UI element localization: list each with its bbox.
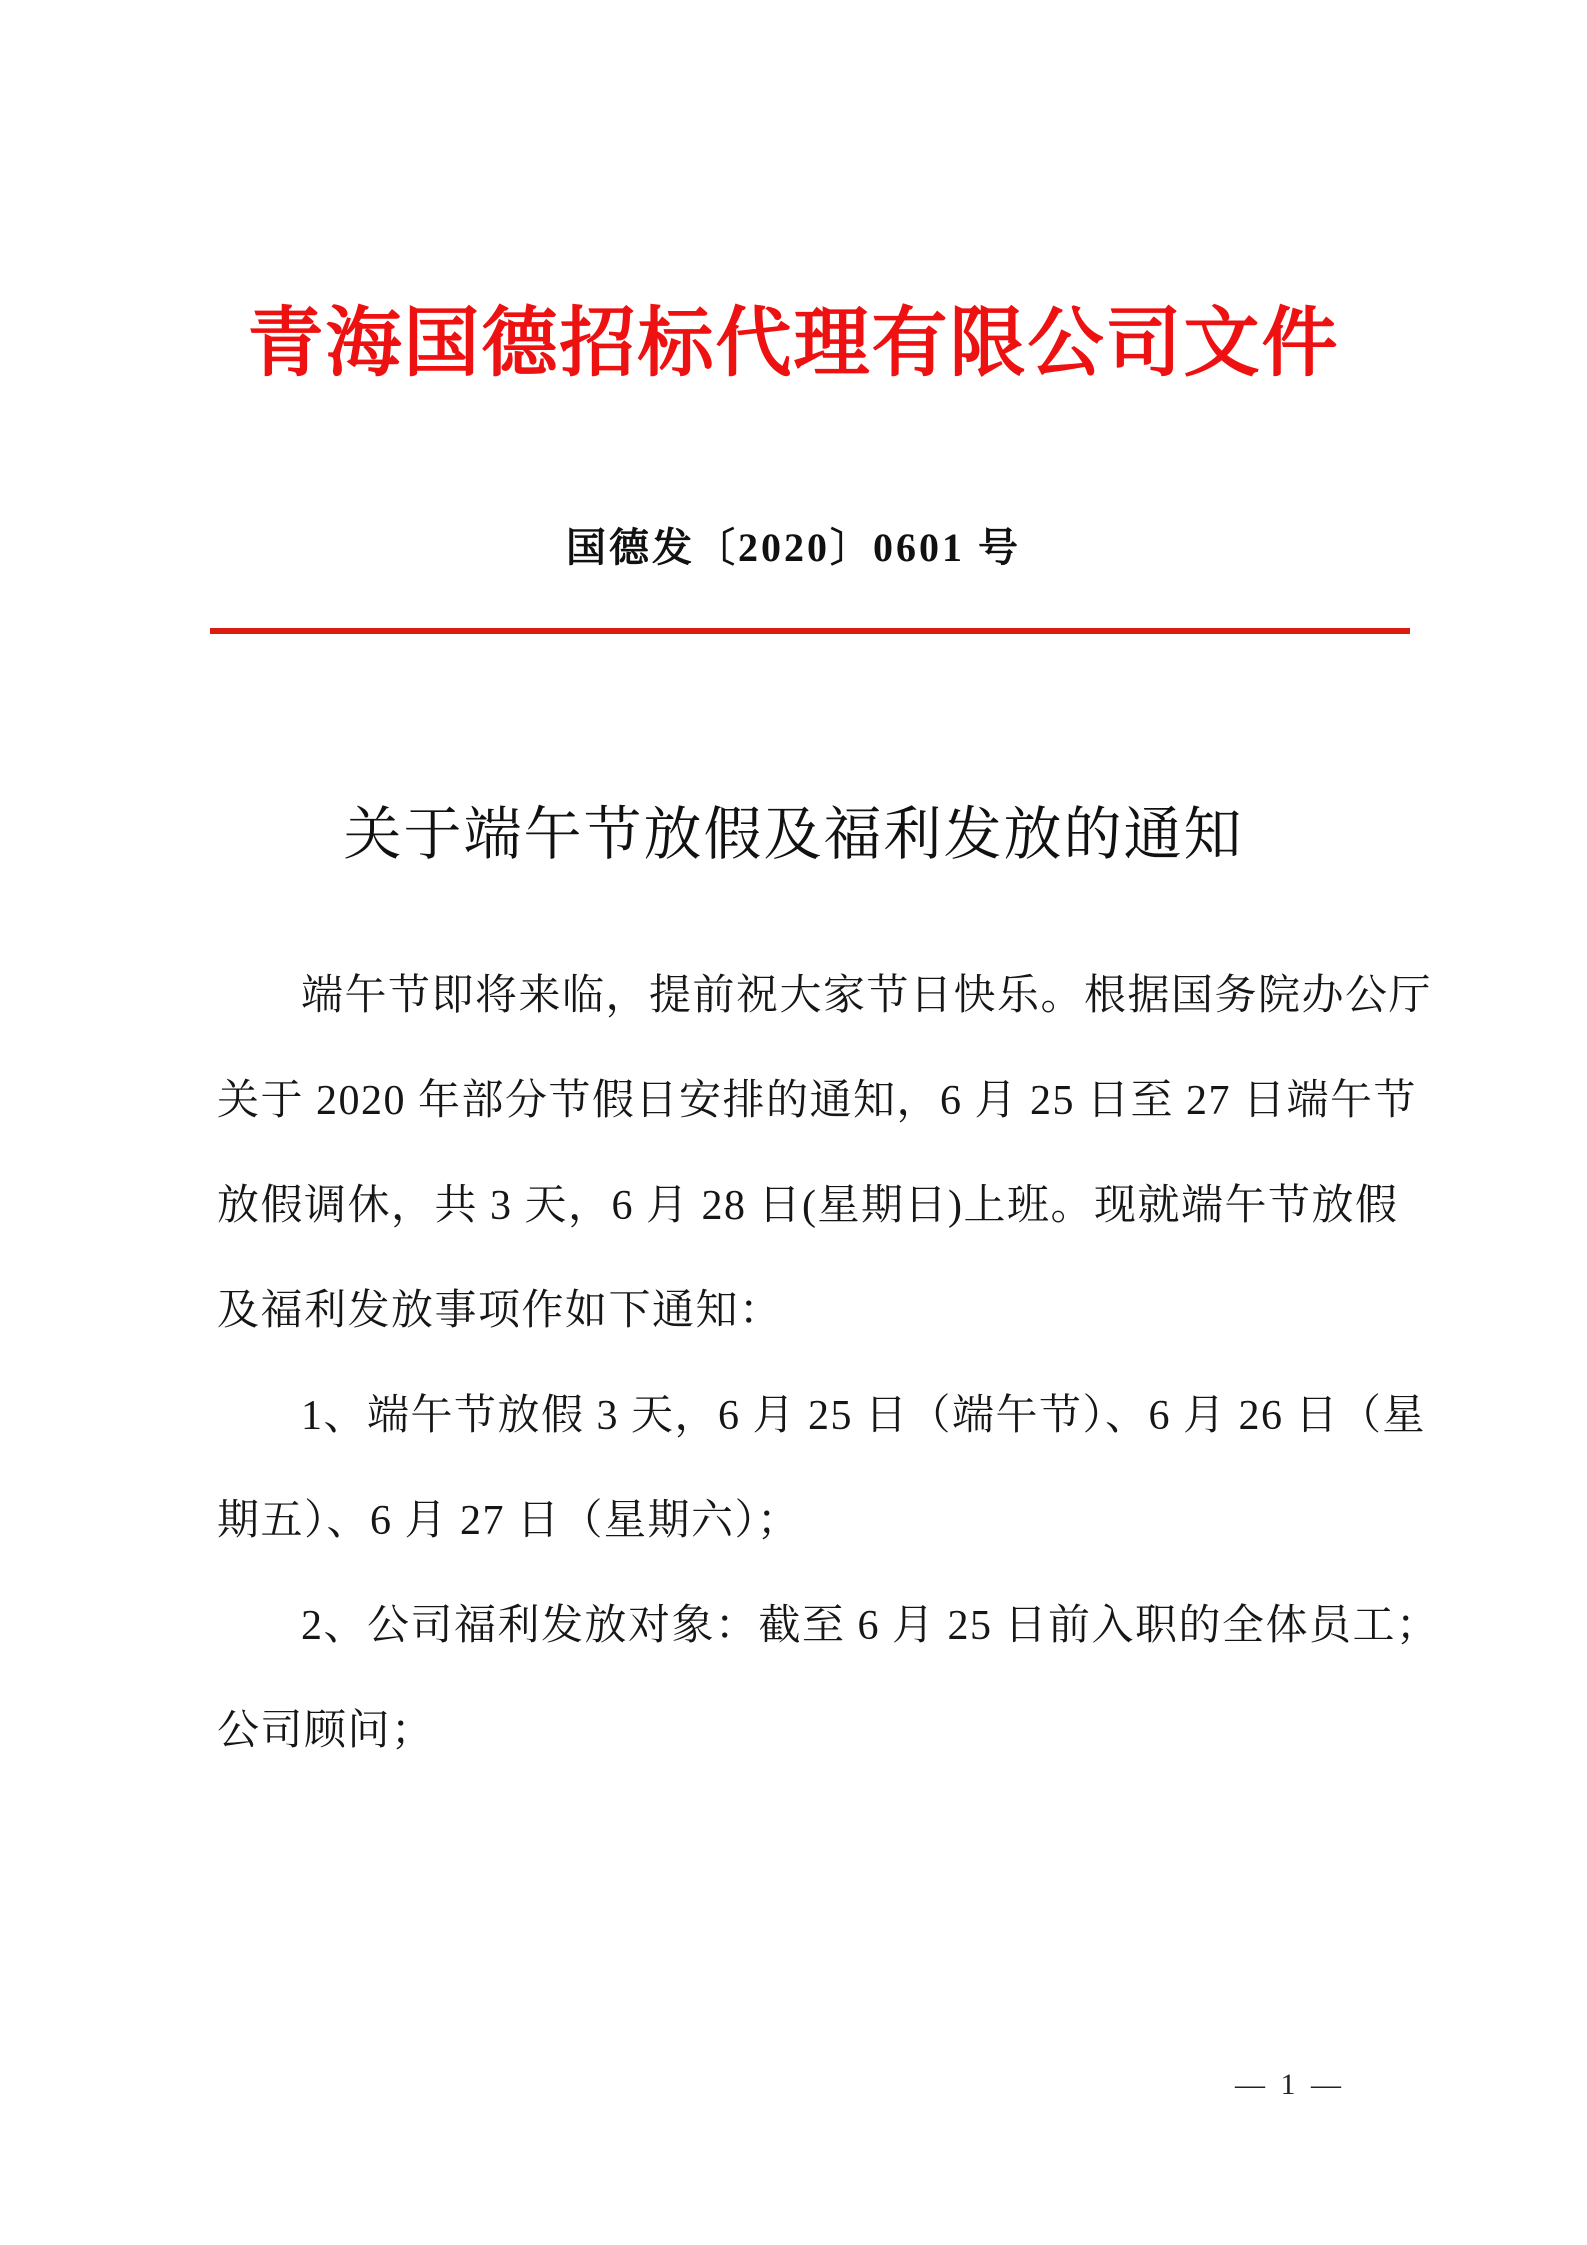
body-line-2: 关于 2020 年部分节假日安排的通知，6 月 25 日至 27 日端午节 xyxy=(217,1078,1418,1124)
doc-number: 国德发〔2020〕0601 号 xyxy=(566,525,1021,570)
document-title: 关于端午节放假及福利发放的通知 xyxy=(343,802,1244,867)
body-line-6: 期五）、6 月 27 日（星期六）； xyxy=(217,1498,801,1544)
body-line-3: 放假调休，共 3 天，6 月 28 日(星期日)上班。现就端午节放假 xyxy=(217,1183,1399,1229)
letterhead-title: 青海国德招标代理有限公司文件 xyxy=(247,302,1340,386)
body-line-7: 2、公司福利发放对象：截至 6 月 25 日前入职的全体员工； xyxy=(301,1603,1440,1649)
document-body xyxy=(217,944,1440,1784)
red-divider-line xyxy=(210,628,1410,634)
body-line-1: 端午节即将来临，提前祝大家节日快乐。根据国务院办公厅 xyxy=(301,973,1433,1019)
page-number: — 1 — xyxy=(1235,2068,1345,2101)
body-line-8: 公司顾问； xyxy=(217,1708,435,1754)
body-line-4: 及福利发放事项作如下通知： xyxy=(217,1288,783,1334)
body-line-5: 1、端午节放假 3 天，6 月 25 日（端午节）、6 月 26 日（星 xyxy=(301,1393,1427,1439)
